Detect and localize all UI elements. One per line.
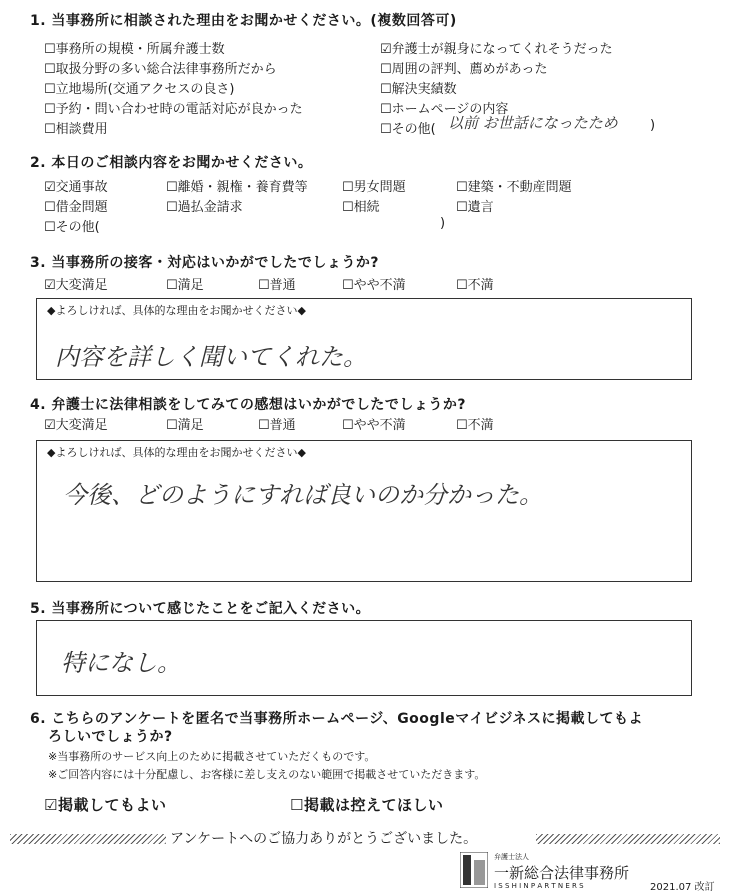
q4-answer-box[interactable] (36, 440, 692, 582)
q4-option-satisfied[interactable]: ☐満足 (166, 418, 204, 433)
q3-box-label: ◆よろしければ、具体的な理由をお聞かせください◆ (47, 304, 306, 317)
q6-note1: ※当事務所のサービス向上のために掲載させていただくものです。 (48, 750, 376, 763)
q2-option-traffic[interactable]: ☑交通事故 (44, 180, 108, 195)
q5-answer: 特になし。 (61, 649, 181, 677)
q3-answer: 内容を詳しく聞いてくれた。 (55, 343, 367, 371)
q1-option-scale[interactable]: ☐事務所の規模・所属弁護士数 (44, 42, 225, 57)
q1-option-general[interactable]: ☐取扱分野の多い総合法律事務所だから (44, 62, 277, 77)
q3-option-satisfied[interactable]: ☐満足 (166, 278, 204, 293)
q2-option-other[interactable]: ☐その他( (44, 220, 100, 235)
firm-logo-icon (460, 852, 488, 888)
q2-option-overpayment[interactable]: ☐過払金請求 (166, 200, 243, 215)
q5-answer-box[interactable] (36, 620, 692, 696)
q3-title: 3. 当事務所の接客・対応はいかがでしたでしょうか? (30, 255, 380, 271)
q1-option-results[interactable]: ☐解決実績数 (380, 82, 457, 97)
q3-option-very-satisfied[interactable]: ☑大変満足 (44, 278, 108, 293)
q3-option-unsatisfied[interactable]: ☐不満 (456, 278, 494, 293)
q4-answer: 今後、どのようにすれば良いのか分かった。 (63, 481, 543, 509)
q2-option-will[interactable]: ☐遺言 (456, 200, 494, 215)
q6-title-line2: ろしいでしょうか? (48, 729, 173, 745)
q4-title: 4. 弁護士に法律相談をしてみての感想はいかがでしたでしょうか? (30, 397, 467, 413)
firm-name: 一新総合法律事務所 (494, 864, 630, 882)
q1-option-other[interactable]: ☐その他( (380, 122, 436, 137)
q1-option-reputation[interactable]: ☐周囲の評判、薦めがあった (380, 62, 548, 77)
q1-other-handwritten: 以前 お世話になったため (448, 114, 618, 132)
q1-option-location[interactable]: ☐立地場所(交通アクセスの良さ) (44, 82, 235, 97)
q6-note2: ※ご回答内容には十分配慮し、お客様に差し支えのない範囲で掲載させていただきます。 (48, 768, 486, 781)
q1-option-caring[interactable]: ☑弁護士が親身になってくれそうだった (380, 42, 613, 57)
firm-roman: I S S H I N P A R T N E R S (494, 882, 584, 890)
q2-option-realestate[interactable]: ☐建築・不動産問題 (456, 180, 572, 195)
q1-option-homepage[interactable]: ☐ホームページの内容 (380, 102, 509, 117)
q2-other-close-paren: ) (440, 216, 446, 231)
q1-option-fee[interactable]: ☐相談費用 (44, 122, 108, 137)
q3-option-normal[interactable]: ☐普通 (258, 278, 296, 293)
q2-title: 2. 本日のご相談内容をお聞かせください。 (30, 155, 313, 171)
q4-box-label: ◆よろしければ、具体的な理由をお聞かせください◆ (47, 446, 306, 459)
q5-title: 5. 当事務所について感じたことをご記入ください。 (30, 601, 371, 617)
q2-option-relationship[interactable]: ☐男女問題 (342, 180, 406, 195)
q1-other-close-paren: ) (650, 118, 656, 133)
revision-label: 2021.07 改訂 (650, 882, 715, 893)
q4-option-very-satisfied[interactable]: ☑大変満足 (44, 418, 108, 433)
q2-option-divorce[interactable]: ☐離婚・親権・養育費等 (166, 180, 308, 195)
q4-option-slightly-unsatisfied[interactable]: ☐やや不満 (342, 418, 406, 433)
q2-option-debt[interactable]: ☐借金問題 (44, 200, 108, 215)
q6-option-yes[interactable]: ☑掲載してもよい (44, 796, 167, 814)
footer-thanks: アンケートへのご協力ありがとうございました。 (170, 831, 478, 847)
q3-answer-box[interactable] (36, 298, 692, 380)
footer-hatch-right (536, 834, 720, 844)
q1-option-phone[interactable]: ☐予約・問い合わせ時の電話対応が良かった (44, 102, 303, 117)
footer-hatch-left (10, 834, 166, 844)
q4-option-unsatisfied[interactable]: ☐不満 (456, 418, 494, 433)
firm-small-label: 弁護士法人 (494, 853, 529, 861)
q3-option-slightly-unsatisfied[interactable]: ☐やや不満 (342, 278, 406, 293)
q6-title-line1: 6. こちらのアンケートを匿名で当事務所ホームページ、Googleマイビジネスに掲載してもよ (30, 711, 644, 727)
q4-option-normal[interactable]: ☐普通 (258, 418, 296, 433)
q2-option-inheritance[interactable]: ☐相続 (342, 200, 380, 215)
q1-title: 1. 当事務所に相談された理由をお聞かせください。(複数回答可) (30, 13, 457, 29)
q6-option-no[interactable]: ☐掲載は控えてほしい (290, 796, 444, 814)
